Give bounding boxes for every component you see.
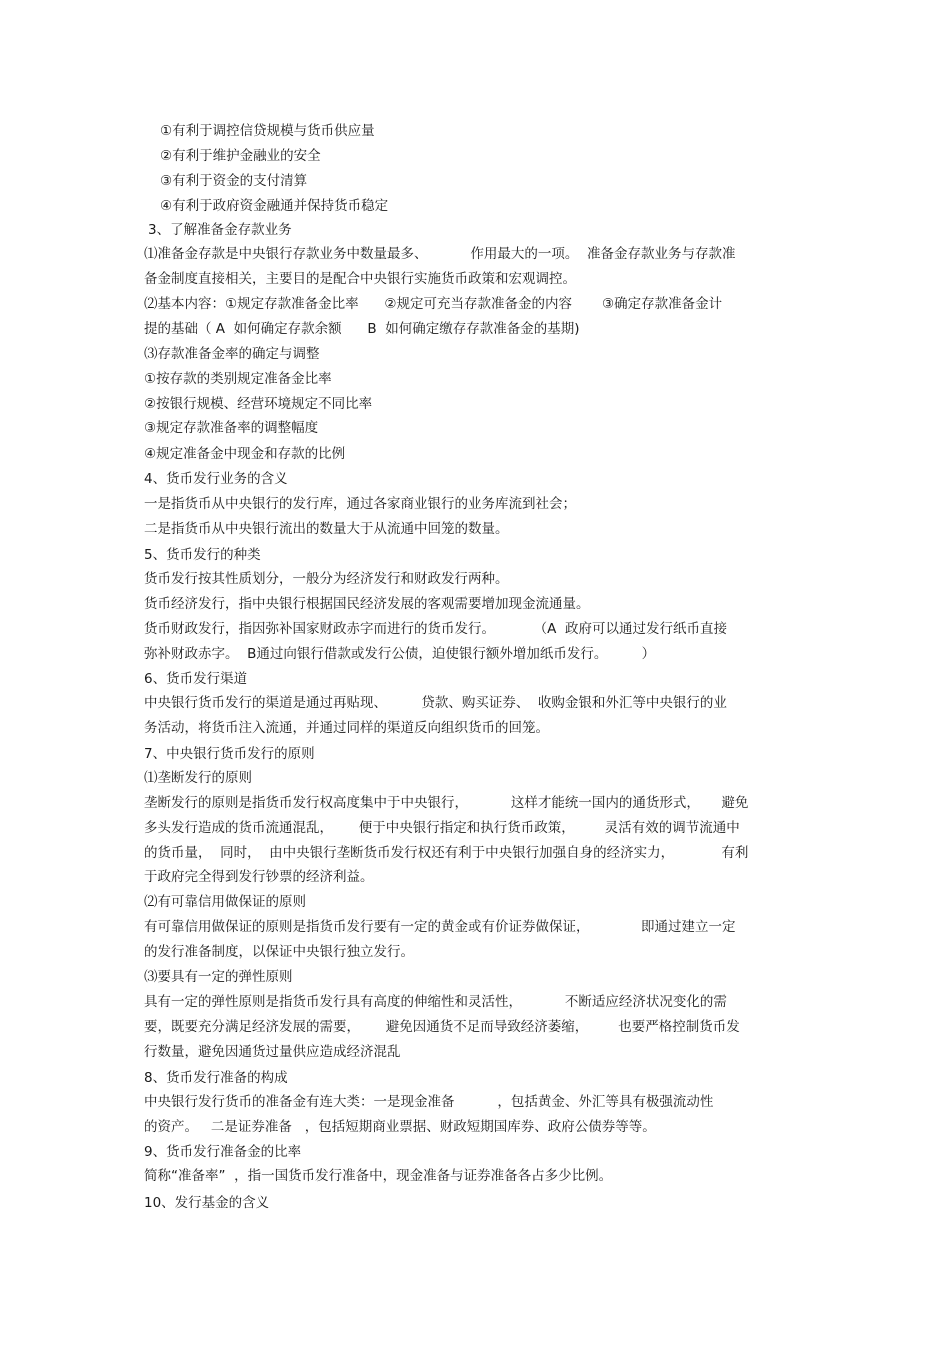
- text-line: 行数量，避免因通货过量供应造成经济混乱: [144, 1044, 401, 1060]
- text-line: ③规定存款准备率的调整幅度: [144, 420, 319, 436]
- text-line: 务活动，将货币注入流通，并通过同样的渠道反向组织货币的回笼。: [144, 720, 549, 736]
- text-line: ⑴垄断发行的原则: [144, 770, 252, 786]
- text-line: 6、货币发行渠道: [144, 671, 248, 687]
- text-line: ②按银行规模、经营环境规定不同比率: [144, 396, 373, 412]
- text-line: ③有利于资金的支付清算: [160, 173, 308, 189]
- text-line: 弥补财政赤字。 B通过向银行借款或发行公债，迫使银行额外增加纸币发行。 ）: [144, 646, 656, 662]
- text-line: 中央银行发行货币的准备金有连大类：一是现金准备 ，包括黄金、外汇等具有极强流动性: [144, 1094, 714, 1110]
- text-line: 10、发行基金的含义: [144, 1195, 270, 1211]
- text-line: 中央银行货币发行的渠道是通过再贴现、 贷款、购买证券、 收购金银和外汇等中央银行的业: [144, 695, 727, 711]
- text-line: 的发行准备制度，以保证中央银行独立发行。: [144, 944, 414, 960]
- text-line: 于政府完全得到发行钞票的经济利益。: [144, 869, 374, 885]
- text-line: ①按存款的类别规定准备金比率: [144, 371, 332, 387]
- text-line: 有可靠信用做保证的原则是指货币发行要有一定的黄金或有价证券做保证， 即通过建立一定: [144, 919, 736, 935]
- text-line: ⑴准备金存款是中央银行存款业务中数量最多、 作用最大的一项。 准备金存款业务与存款准: [144, 246, 736, 262]
- text-line: 简称“准备率” ，指一国货币发行准备中，现金准备与证券准备各占多少比例。: [144, 1168, 613, 1184]
- text-line: 货币经济发行，指中央银行根据国民经济发展的客观需要增加现金流通量。: [144, 596, 590, 612]
- text-line: 多头发行造成的货币流通混乱， 便于中央银行指定和执行货币政策， 灵活有效的调节流通中: [144, 820, 740, 836]
- text-line: 二是指货币从中央银行流出的数量大于从流通中回笼的数量。: [144, 521, 509, 537]
- text-line: 备金制度直接相关，主要目的是配合中央银行实施货币政策和宏观调控。: [144, 271, 576, 287]
- text-line: ⑵有可靠信用做保证的原则: [144, 894, 306, 910]
- text-line: ⑶存款准备金率的确定与调整: [144, 346, 320, 362]
- text-line: ④有利于政府资金融通并保持货币稳定: [160, 198, 389, 214]
- text-line: ①有利于调控信贷规模与货币供应量: [160, 123, 375, 139]
- text-line: 一是指货币从中央银行的发行库，通过各家商业银行的业务库流到社会；: [144, 496, 576, 512]
- text-line: 要，既要充分满足经济发展的需要， 避免因通货不足而导致经济萎缩， 也要严格控制货币发: [144, 1019, 740, 1035]
- text-line: ⑵基本内容：①规定存款准备金比率 ②规定可充当存款准备金的内容 ③确定存款准备金计: [144, 296, 723, 312]
- text-line: 3、了解准备金存款业务: [148, 222, 292, 238]
- text-line: 5、货币发行的种类: [144, 547, 261, 563]
- text-line: 垄断发行的原则是指货币发行权高度集中于中央银行， 这样才能统一国内的通货形式， 避免: [144, 795, 749, 811]
- text-line: 7、中央银行货币发行的原则: [144, 746, 315, 762]
- text-line: ②有利于维护金融业的安全: [160, 148, 321, 164]
- text-line: 8、货币发行准备的构成: [144, 1070, 288, 1086]
- text-line: 具有一定的弹性原则是指货币发行具有高度的伸缩性和灵活性， 不断适应经济状况变化的需: [144, 994, 727, 1010]
- text-line: 的货币量， 同时， 由中央银行垄断货币发行权还有利于中央银行加强自身的经济实力， 有利: [144, 845, 749, 861]
- text-line: 货币发行按其性质划分，一般分为经济发行和财政发行两种。: [144, 571, 509, 587]
- text-line: ④规定准备金中现金和存款的比例: [144, 446, 346, 462]
- text-line: ⑶要具有一定的弹性原则: [144, 969, 293, 985]
- text-line: 提的基础（ A 如何确定存款余额 B 如何确定缴存存款准备金的基期): [144, 321, 580, 337]
- text-line: 9、货币发行准备金的比率: [144, 1144, 302, 1160]
- text-line: 的资产。 二是证券准备 ，包括短期商业票据、财政短期国库券、政府公债券等等。: [144, 1119, 656, 1135]
- text-line: 货币财政发行，指因弥补国家财政赤字而进行的货币发行。 （A 政府可以通过发行纸币直接: [144, 621, 727, 637]
- text-line: 4、货币发行业务的含义: [144, 471, 288, 487]
